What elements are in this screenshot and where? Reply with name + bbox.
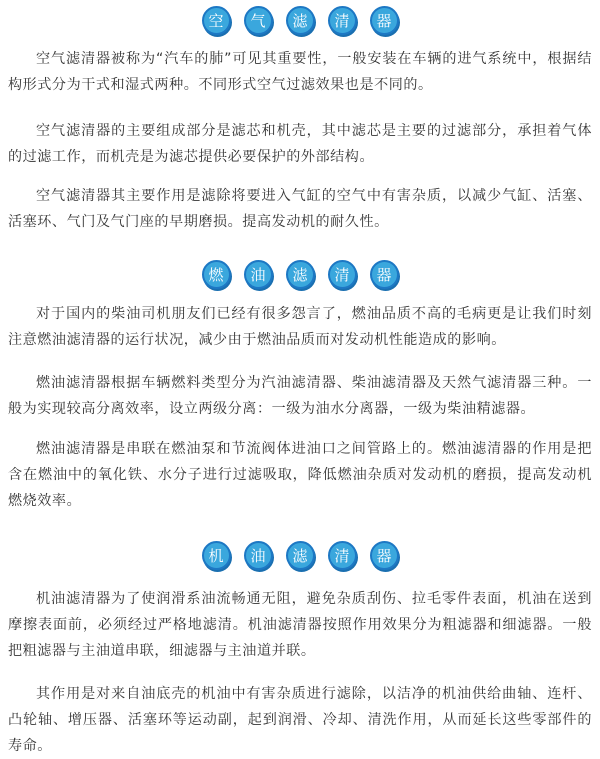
title-char-circle: 油 <box>244 260 273 289</box>
title-char-circle: 滤 <box>286 260 315 289</box>
title-char-circle: 油 <box>244 541 273 570</box>
title-char-circle: 空 <box>202 6 231 35</box>
paragraph: 空气滤清器的主要组成部分是滤芯和机壳，其中滤芯是主要的过滤部分，承担着气体的过滤工作，而机壳是为滤芯提供必要保护的外部结构。 <box>8 123 592 165</box>
title-char-circle: 滤 <box>286 541 315 570</box>
paragraph: 空气滤清器被称为“汽车的肺”可见其重要性，一般安装在车辆的进气系统中，根据结构形式分为干式和湿式两种。不同形式空气过滤效果也是不同的。 <box>8 51 592 93</box>
paragraph: 其作用是对来自油底壳的机油中有害杂质进行滤除，以洁净的机油供给曲轴、连杆、凸轮轴、增压器、活塞环等运动副，起到润滑、冷却、清洗作用，从而延长这些零部件的寿命。 <box>8 686 592 754</box>
title-char-circle: 器 <box>370 541 399 570</box>
title-char-circle: 清 <box>328 541 357 570</box>
section-title-fuel-filter <box>0 259 600 289</box>
title-char-circle: 滤 <box>286 6 315 35</box>
title-char-circle: 清 <box>328 6 357 35</box>
paragraph: 燃油滤清器根据车辆燃料类型分为汽油滤清器、柴油滤清器及天然气滤清器三种。一般为实现较高分离效率，设立两级分离：一级为油水分离器，一级为柴油精滤器。 <box>8 375 592 417</box>
section-title-air-filter <box>0 5 600 35</box>
paragraph: 对于国内的柴油司机朋友们已经有很多怨言了，燃油品质不高的毛病更是让我们时刻注意燃油滤清器的运行状况，减少由于燃油品质而对发动机性能造成的影响。 <box>8 306 592 348</box>
title-char-circle: 燃 <box>202 260 231 289</box>
title-char-circle: 清 <box>328 260 357 289</box>
title-char-circle: 器 <box>370 6 399 35</box>
title-char-circle: 机 <box>202 541 231 570</box>
paragraph: 机油滤清器为了使润滑系油流畅通无阻，避免杂质刮伤、拉毛零件表面，机油在送到摩擦表面前，必须经过严格地滤清。机油滤清器按照作用效果分为粗滤器和细滤器。一般把粗滤器与主油道串联，细滤器与主油道并联。 <box>8 591 592 659</box>
title-char-circle: 气 <box>244 6 273 35</box>
section-title-oil-filter <box>0 540 600 570</box>
paragraph: 空气滤清器其主要作用是滤除将要进入气缸的空气中有害杂质，以减少气缸、活塞、活塞环、气门及气门座的早期磨损。提高发动机的耐久性。 <box>8 188 592 230</box>
title-char-circle: 器 <box>370 260 399 289</box>
paragraph: 燃油滤清器是串联在燃油泵和节流阀体进油口之间管路上的。燃油滤清器的作用是把含在燃油中的氧化铁、水分子进行过滤吸取，降低燃油杂质对发动机的磨损，提高发动机燃烧效率。 <box>8 441 592 509</box>
